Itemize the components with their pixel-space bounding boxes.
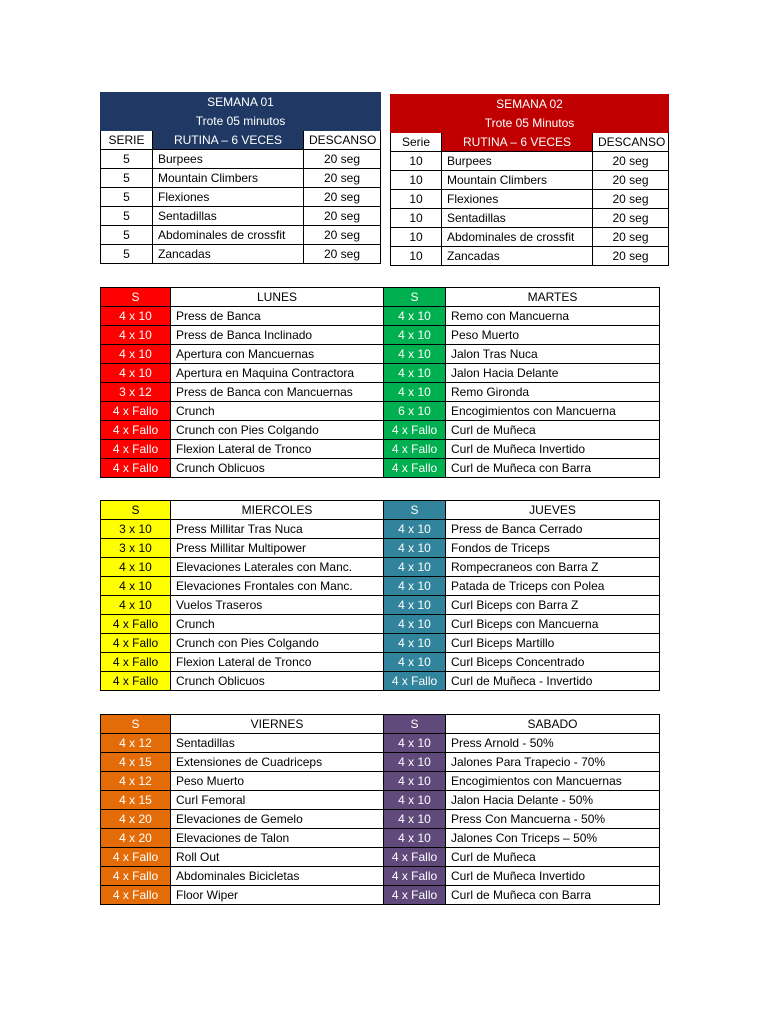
table-row bbox=[101, 886, 660, 905]
sets-cell: 4 x Fallo bbox=[101, 615, 171, 634]
sets-cell: 4 x 10 bbox=[384, 539, 446, 558]
sets-cell: 4 x Fallo bbox=[101, 459, 171, 478]
exercise-cell: Crunch Oblicuos bbox=[171, 672, 384, 691]
week2-col-serie: Serie bbox=[391, 133, 442, 152]
exercise-cell: Jalon Tras Nuca bbox=[446, 345, 660, 364]
rest-cell: 20 seg bbox=[304, 169, 381, 188]
exercise-cell: Curl Femoral bbox=[171, 791, 384, 810]
sets-cell: 4 x 10 bbox=[384, 829, 446, 848]
sets-cell: 4 x 10 bbox=[384, 326, 446, 345]
rest-cell: 20 seg bbox=[304, 245, 381, 264]
sets-cell: 4 x Fallo bbox=[384, 440, 446, 459]
sets-cell: 4 x 10 bbox=[101, 596, 171, 615]
exercise-cell: Elevaciones de Gemelo bbox=[171, 810, 384, 829]
week2-row bbox=[391, 171, 669, 190]
week2-table bbox=[390, 94, 669, 266]
exercise-cell: Sentadillas bbox=[171, 734, 384, 753]
week2-title: SEMANA 02 bbox=[391, 95, 669, 114]
serie-cell: 5 bbox=[101, 226, 153, 245]
sets-cell: 3 x 10 bbox=[101, 520, 171, 539]
table-row bbox=[101, 402, 660, 421]
sets-cell: 4 x Fallo bbox=[384, 886, 446, 905]
exercise-cell: Remo con Mancuerna bbox=[446, 307, 660, 326]
week1-subtitle: Trote 05 minutos bbox=[101, 112, 381, 131]
table-row bbox=[101, 539, 660, 558]
exercise-cell: Burpees bbox=[442, 152, 593, 171]
table-row bbox=[101, 558, 660, 577]
exercise-cell: Press Con Mancuerna - 50% bbox=[446, 810, 660, 829]
table-row bbox=[101, 829, 660, 848]
rest-cell: 20 seg bbox=[593, 190, 669, 209]
sets-cell: 4 x 10 bbox=[384, 653, 446, 672]
serie-cell: 5 bbox=[101, 207, 153, 226]
sets-cell: 4 x 10 bbox=[384, 634, 446, 653]
week2-row bbox=[391, 228, 669, 247]
exercise-cell: Curl de Muñeca Invertido bbox=[446, 867, 660, 886]
s-header: S bbox=[384, 501, 446, 520]
exercise-cell: Flexion Lateral de Tronco bbox=[171, 653, 384, 672]
exercise-cell: Crunch bbox=[171, 402, 384, 421]
sets-cell: 4 x Fallo bbox=[101, 402, 171, 421]
sets-cell: 4 x 10 bbox=[384, 810, 446, 829]
week2-col-rutina: RUTINA – 6 VECES bbox=[442, 133, 593, 152]
exercise-cell: Curl de Muñeca con Barra bbox=[446, 459, 660, 478]
sets-cell: 4 x 10 bbox=[384, 577, 446, 596]
exercise-cell: Jalones Con Triceps – 50% bbox=[446, 829, 660, 848]
week1-title: SEMANA 01 bbox=[101, 93, 381, 112]
exercise-cell: Press de Banca bbox=[171, 307, 384, 326]
rest-cell: 20 seg bbox=[593, 209, 669, 228]
table-row bbox=[101, 653, 660, 672]
sets-cell: 4 x 10 bbox=[384, 307, 446, 326]
table-row bbox=[101, 791, 660, 810]
serie-cell: 10 bbox=[391, 190, 442, 209]
sets-cell: 4 x 10 bbox=[384, 558, 446, 577]
exercise-cell: Sentadillas bbox=[153, 207, 304, 226]
table-row bbox=[101, 307, 660, 326]
table-row bbox=[101, 383, 660, 402]
week2-row bbox=[391, 247, 669, 266]
rest-cell: 20 seg bbox=[593, 171, 669, 190]
exercise-cell: Curl Biceps Concentrado bbox=[446, 653, 660, 672]
exercise-cell: Curl de Muñeca - Invertido bbox=[446, 672, 660, 691]
sets-cell: 4 x 15 bbox=[101, 753, 171, 772]
exercise-cell: Press Millitar Multipower bbox=[171, 539, 384, 558]
exercise-cell: Mountain Climbers bbox=[442, 171, 593, 190]
exercise-cell: Curl Biceps Martillo bbox=[446, 634, 660, 653]
week1-row bbox=[101, 226, 381, 245]
sets-cell: 4 x 10 bbox=[384, 383, 446, 402]
week2-subtitle: Trote 05 Minutos bbox=[391, 114, 669, 133]
table-row bbox=[101, 520, 660, 539]
day-title-martes: MARTES bbox=[446, 288, 660, 307]
sets-cell: 4 x 10 bbox=[101, 558, 171, 577]
exercise-cell: Roll Out bbox=[171, 848, 384, 867]
sets-cell: 4 x 10 bbox=[384, 615, 446, 634]
sets-cell: 4 x 20 bbox=[101, 810, 171, 829]
sets-cell: 4 x Fallo bbox=[101, 848, 171, 867]
sets-cell: 4 x 10 bbox=[384, 753, 446, 772]
exercise-cell: Curl Biceps con Mancuerna bbox=[446, 615, 660, 634]
sets-cell: 4 x Fallo bbox=[101, 421, 171, 440]
day-header-row bbox=[101, 288, 660, 307]
week1-row bbox=[101, 245, 381, 264]
day-table bbox=[100, 714, 660, 905]
exercise-cell: Sentadillas bbox=[442, 209, 593, 228]
exercise-cell: Encogimientos con Mancuerna bbox=[446, 402, 660, 421]
exercise-cell: Jalones Para Trapecio - 70% bbox=[446, 753, 660, 772]
day-title-miercoles: MIERCOLES bbox=[171, 501, 384, 520]
s-header: S bbox=[384, 288, 446, 307]
sets-cell: 4 x 12 bbox=[101, 772, 171, 791]
sets-cell: 4 x 10 bbox=[384, 772, 446, 791]
serie-cell: 10 bbox=[391, 152, 442, 171]
serie-cell: 5 bbox=[101, 169, 153, 188]
serie-cell: 10 bbox=[391, 228, 442, 247]
week2-col-descanso: DESCANSO bbox=[593, 133, 669, 152]
sets-cell: 6 x 10 bbox=[384, 402, 446, 421]
table-row bbox=[101, 326, 660, 345]
week1-table bbox=[100, 92, 381, 264]
day-table bbox=[100, 287, 660, 478]
exercise-cell: Peso Muerto bbox=[171, 772, 384, 791]
exercise-cell: Remo Gironda bbox=[446, 383, 660, 402]
sets-cell: 4 x 10 bbox=[384, 734, 446, 753]
s-header: S bbox=[101, 288, 171, 307]
table-row bbox=[101, 772, 660, 791]
serie-cell: 10 bbox=[391, 247, 442, 266]
exercise-cell: Zancadas bbox=[153, 245, 304, 264]
table-row bbox=[101, 615, 660, 634]
exercise-cell: Crunch con Pies Colgando bbox=[171, 634, 384, 653]
table-row bbox=[101, 440, 660, 459]
sets-cell: 3 x 12 bbox=[101, 383, 171, 402]
table-row bbox=[101, 596, 660, 615]
sets-cell: 4 x 10 bbox=[101, 326, 171, 345]
exercise-cell: Burpees bbox=[153, 150, 304, 169]
table-row bbox=[101, 577, 660, 596]
table-row bbox=[101, 364, 660, 383]
serie-cell: 10 bbox=[391, 209, 442, 228]
exercise-cell: Curl de Muñeca con Barra bbox=[446, 886, 660, 905]
exercise-cell: Elevaciones Laterales con Manc. bbox=[171, 558, 384, 577]
day-table bbox=[100, 500, 660, 691]
exercise-cell: Encogimientos con Mancuernas bbox=[446, 772, 660, 791]
sets-cell: 4 x 10 bbox=[384, 520, 446, 539]
exercise-cell: Curl de Muñeca Invertido bbox=[446, 440, 660, 459]
table-row bbox=[101, 459, 660, 478]
table-row bbox=[101, 867, 660, 886]
week2-row bbox=[391, 190, 669, 209]
exercise-cell: Elevaciones de Talon bbox=[171, 829, 384, 848]
sets-cell: 4 x 12 bbox=[101, 734, 171, 753]
rest-cell: 20 seg bbox=[593, 228, 669, 247]
exercise-cell: Abdominales de crossfit bbox=[442, 228, 593, 247]
sets-cell: 4 x 10 bbox=[101, 307, 171, 326]
serie-cell: 5 bbox=[101, 188, 153, 207]
sets-cell: 4 x 10 bbox=[384, 596, 446, 615]
table-row bbox=[101, 634, 660, 653]
exercise-cell: Extensiones de Cuadriceps bbox=[171, 753, 384, 772]
day-title-jueves: JUEVES bbox=[446, 501, 660, 520]
sets-cell: 4 x Fallo bbox=[384, 421, 446, 440]
exercise-cell: Press de Banca con Mancuernas bbox=[171, 383, 384, 402]
week2-row bbox=[391, 209, 669, 228]
exercise-cell: Floor Wiper bbox=[171, 886, 384, 905]
exercise-cell: Curl Biceps con Barra Z bbox=[446, 596, 660, 615]
exercise-cell: Crunch con Pies Colgando bbox=[171, 421, 384, 440]
exercise-cell: Flexiones bbox=[442, 190, 593, 209]
exercise-cell: Crunch bbox=[171, 615, 384, 634]
sets-cell: 4 x Fallo bbox=[101, 440, 171, 459]
sets-cell: 4 x Fallo bbox=[101, 867, 171, 886]
week2-row bbox=[391, 152, 669, 171]
serie-cell: 5 bbox=[101, 150, 153, 169]
exercise-cell: Flexiones bbox=[153, 188, 304, 207]
s-header: S bbox=[384, 715, 446, 734]
rest-cell: 20 seg bbox=[304, 207, 381, 226]
exercise-cell: Apertura con Mancuernas bbox=[171, 345, 384, 364]
week1-row bbox=[101, 169, 381, 188]
exercise-cell: Curl de Muñeca bbox=[446, 421, 660, 440]
exercise-cell: Abdominales Bicicletas bbox=[171, 867, 384, 886]
sets-cell: 4 x Fallo bbox=[384, 672, 446, 691]
sets-cell: 4 x Fallo bbox=[101, 634, 171, 653]
sets-cell: 4 x Fallo bbox=[101, 653, 171, 672]
exercise-cell: Zancadas bbox=[442, 247, 593, 266]
exercise-cell: Elevaciones Frontales con Manc. bbox=[171, 577, 384, 596]
exercise-cell: Press de Banca Cerrado bbox=[446, 520, 660, 539]
sets-cell: 4 x 10 bbox=[101, 577, 171, 596]
week1-col-rutina: RUTINA – 6 VECES bbox=[153, 131, 304, 150]
exercise-cell: Vuelos Traseros bbox=[171, 596, 384, 615]
sets-cell: 4 x 10 bbox=[384, 791, 446, 810]
exercise-cell: Peso Muerto bbox=[446, 326, 660, 345]
exercise-cell: Jalon Hacia Delante - 50% bbox=[446, 791, 660, 810]
exercise-cell: Mountain Climbers bbox=[153, 169, 304, 188]
sets-cell: 4 x Fallo bbox=[384, 459, 446, 478]
exercise-cell: Apertura en Maquina Contractora bbox=[171, 364, 384, 383]
s-header: S bbox=[101, 501, 171, 520]
sets-cell: 4 x Fallo bbox=[101, 672, 171, 691]
week1-row bbox=[101, 150, 381, 169]
week1-row bbox=[101, 207, 381, 226]
rest-cell: 20 seg bbox=[304, 226, 381, 245]
table-row bbox=[101, 753, 660, 772]
exercise-cell: Press Arnold - 50% bbox=[446, 734, 660, 753]
rest-cell: 20 seg bbox=[593, 152, 669, 171]
day-title-viernes: VIERNES bbox=[171, 715, 384, 734]
table-row bbox=[101, 734, 660, 753]
table-row bbox=[101, 672, 660, 691]
sets-cell: 4 x Fallo bbox=[384, 867, 446, 886]
table-row bbox=[101, 810, 660, 829]
sets-cell: 4 x 10 bbox=[101, 364, 171, 383]
rest-cell: 20 seg bbox=[304, 188, 381, 207]
exercise-cell: Crunch Oblicuos bbox=[171, 459, 384, 478]
day-title-sabado: SABADO bbox=[446, 715, 660, 734]
week1-col-descanso: DESCANSO bbox=[304, 131, 381, 150]
week1-row bbox=[101, 188, 381, 207]
sets-cell: 4 x 10 bbox=[384, 364, 446, 383]
day-title-lunes: LUNES bbox=[171, 288, 384, 307]
table-row bbox=[101, 345, 660, 364]
serie-cell: 5 bbox=[101, 245, 153, 264]
exercise-cell: Abdominales de crossfit bbox=[153, 226, 304, 245]
rest-cell: 20 seg bbox=[304, 150, 381, 169]
table-row bbox=[101, 421, 660, 440]
day-header-row bbox=[101, 715, 660, 734]
exercise-cell: Jalon Hacia Delante bbox=[446, 364, 660, 383]
sets-cell: 3 x 10 bbox=[101, 539, 171, 558]
exercise-cell: Patada de Triceps con Polea bbox=[446, 577, 660, 596]
s-header: S bbox=[101, 715, 171, 734]
sets-cell: 4 x 10 bbox=[384, 345, 446, 364]
exercise-cell: Press Millitar Tras Nuca bbox=[171, 520, 384, 539]
sets-cell: 4 x 20 bbox=[101, 829, 171, 848]
sets-cell: 4 x Fallo bbox=[384, 848, 446, 867]
week1-col-serie: SERIE bbox=[101, 131, 153, 150]
table-row bbox=[101, 848, 660, 867]
exercise-cell: Rompecraneos con Barra Z bbox=[446, 558, 660, 577]
sets-cell: 4 x 15 bbox=[101, 791, 171, 810]
exercise-cell: Flexion Lateral de Tronco bbox=[171, 440, 384, 459]
day-header-row bbox=[101, 501, 660, 520]
sets-cell: 4 x Fallo bbox=[101, 886, 171, 905]
rest-cell: 20 seg bbox=[593, 247, 669, 266]
exercise-cell: Curl de Muñeca bbox=[446, 848, 660, 867]
serie-cell: 10 bbox=[391, 171, 442, 190]
sets-cell: 4 x 10 bbox=[101, 345, 171, 364]
exercise-cell: Press de Banca Inclinado bbox=[171, 326, 384, 345]
exercise-cell: Fondos de Triceps bbox=[446, 539, 660, 558]
